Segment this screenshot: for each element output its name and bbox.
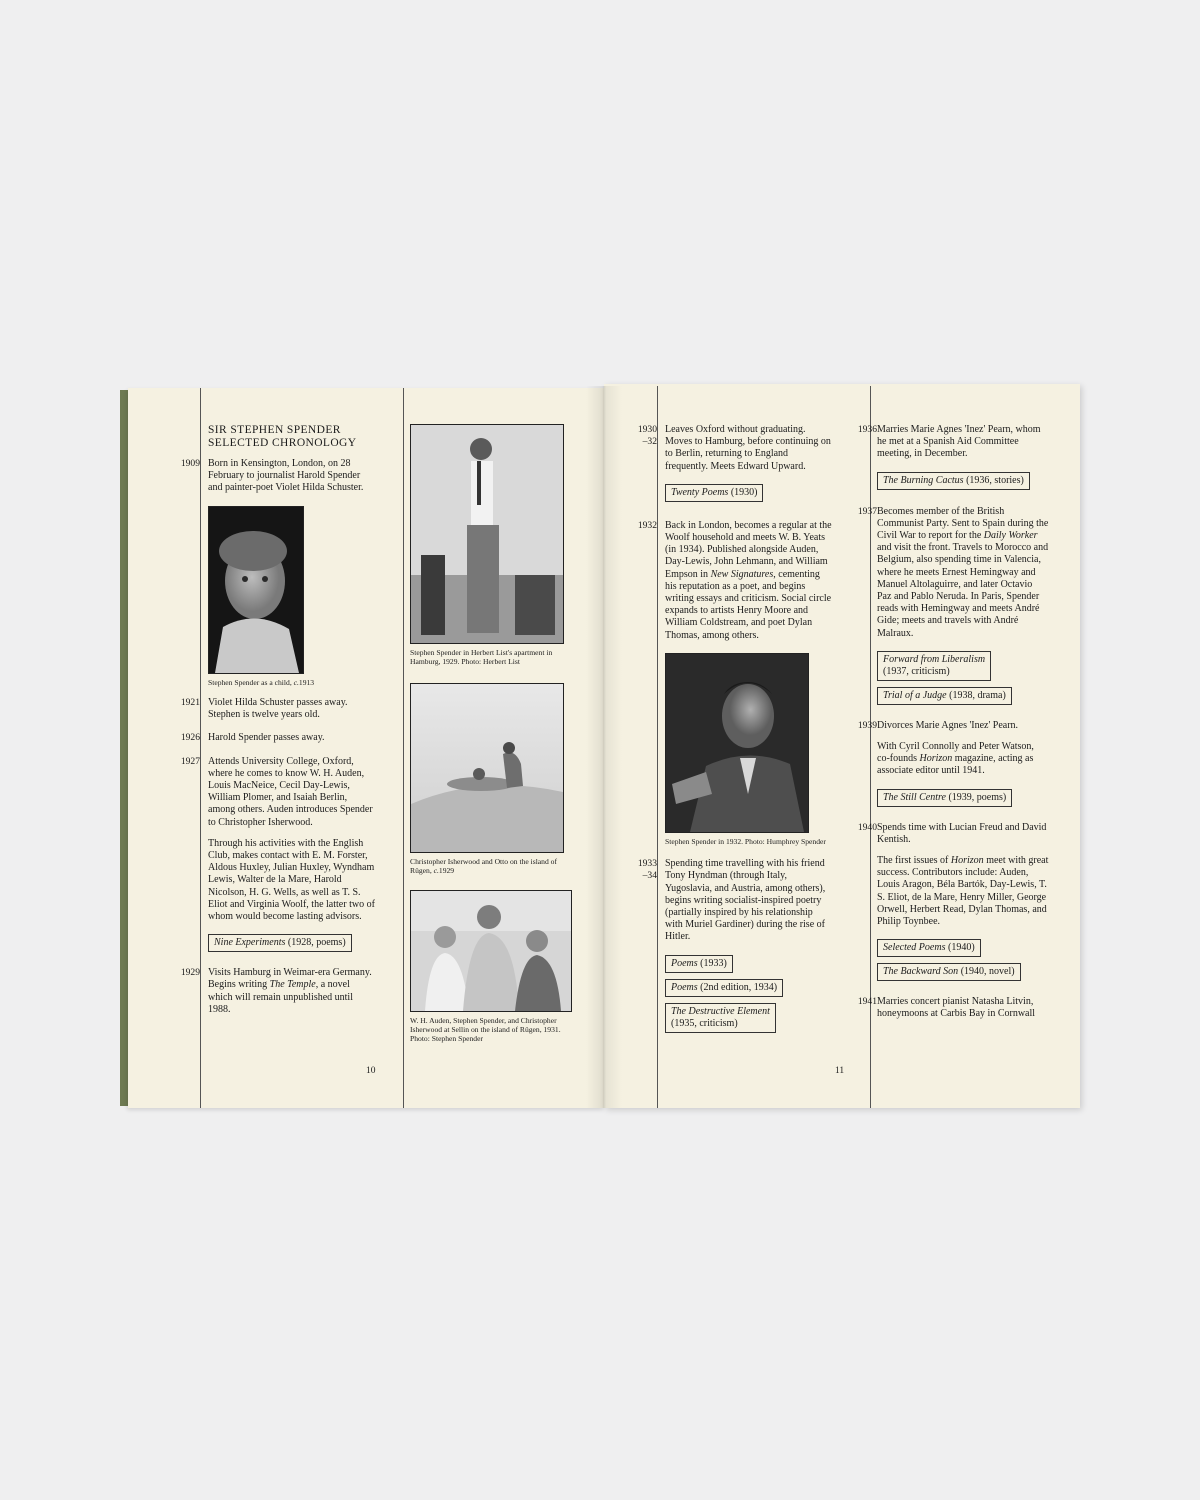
entry-text-italic: Daily Worker bbox=[983, 530, 1038, 542]
publication-detail: (1938, drama) bbox=[946, 689, 1006, 701]
photo-child-caption bbox=[208, 678, 376, 687]
caption-text: Stephen Spender as a child, bbox=[208, 677, 294, 687]
entry-text bbox=[877, 506, 1049, 640]
year-label: 1921 bbox=[180, 697, 200, 709]
book-gutter bbox=[586, 386, 622, 1108]
entry-text-a: The first issues of bbox=[877, 855, 951, 867]
entry-1927 bbox=[180, 755, 376, 957]
publication-detail: (1935, criticism) bbox=[671, 1017, 738, 1029]
caption-year: 1929 bbox=[438, 866, 455, 876]
entry-text: Marries concert pianist Natasha Litvin, honeymoons at Carbis Bay in Cornwall bbox=[877, 996, 1036, 1020]
entry-1926 bbox=[180, 732, 376, 744]
publication-title: Selected Poems bbox=[883, 942, 946, 954]
right-text-column-2 bbox=[857, 424, 1049, 1032]
entry-text-italic: Horizon bbox=[919, 753, 953, 765]
entry-text-c: meet with great success. Contributors include: Auden, Louis Aragon, Béla Bartók, Day-Lewis, T. S. Eliot, de la Mare, Henry Miller, George Orwell, Herbert Read, Dylan Thomas, and Philip Toynbee. bbox=[877, 855, 1049, 928]
entry-1939 bbox=[857, 719, 1049, 811]
title-line-2: SELECTED CHRONOLOGY bbox=[208, 437, 357, 449]
publication-box bbox=[877, 687, 1012, 705]
publication-title: Nine Experiments bbox=[214, 937, 286, 949]
entry-text-a: Visits Hamburg in Weimar-era Germany. Begins writing bbox=[208, 967, 372, 991]
photo-1932 bbox=[665, 653, 809, 833]
publication-box bbox=[665, 484, 763, 502]
entry-text-c: and visit the front. Travels to Morocco and Belgium, also spending time in Valencia, where he meets Ernest Hemingway and Manuel Altolaguirre, and later Octavio Paz and Pablo Neruda. In Paris, Spender reads with Hemingway and meets André Gide; meets and travels with André Malraux. bbox=[877, 542, 1049, 639]
entry-text-italic: New Signatures bbox=[710, 568, 774, 580]
entry-text-a: Becomes member of the British Communist Party. Sent to Spain during the Civil War to report for the bbox=[877, 505, 1049, 542]
publication-box bbox=[877, 651, 991, 681]
photo-herbert-list bbox=[410, 424, 564, 644]
year-end: –32 bbox=[642, 436, 657, 448]
photo-beach-caption bbox=[410, 857, 574, 876]
entry-1937 bbox=[857, 505, 1049, 709]
publication-box bbox=[665, 1003, 776, 1033]
entry-1930 bbox=[637, 424, 833, 506]
year-label: 1909 bbox=[180, 458, 200, 469]
publication-box bbox=[665, 979, 783, 997]
right-margin-rule bbox=[657, 386, 658, 1108]
publication-title: Trial of a Judge bbox=[883, 689, 947, 701]
entry-text-c: , a novel which will remain unpublished until 1988. bbox=[208, 979, 353, 1015]
entry-text: Through his activities with the English Club, makes contact with E. M. Forster, Aldous Huxley, Julian Huxley, Wyndham Lewis, Walter de la Mare, Harold Nicolson, H. G. Wells, as well as T. S. Eliot and Virginia Woolf, the latter two of whom would become lasting advisors. bbox=[208, 837, 375, 923]
publication-title: The Burning Cactus bbox=[883, 474, 964, 486]
entry-text bbox=[665, 520, 833, 642]
publication-box bbox=[208, 934, 352, 952]
publication-detail: (1939, poems) bbox=[945, 791, 1007, 803]
title-line-1: SIR STEPHEN SPENDER bbox=[208, 424, 341, 436]
publication-detail: (2nd edition, 1934) bbox=[697, 981, 778, 993]
publication-detail: (1940, novel) bbox=[958, 966, 1015, 978]
left-text-column bbox=[180, 424, 376, 1027]
publication-box bbox=[877, 789, 1012, 807]
entry-text-a: Back in London, becomes a regular at the Woolf household and meets W. B. Yeats (in 1934). Published alongside Auden, Day-Lewis, John Lehmann, and William Empson in bbox=[665, 519, 832, 580]
page-number-right: 11 bbox=[835, 1066, 845, 1076]
entry-1941 bbox=[857, 996, 1049, 1020]
book-spine bbox=[120, 390, 128, 1106]
publication-box bbox=[877, 472, 1030, 490]
entry-text: Divorces Marie Agnes 'Inez' Pearn. bbox=[877, 719, 1019, 731]
year-label: 1936 bbox=[857, 424, 877, 435]
caption-circa: c. bbox=[433, 866, 439, 876]
caption-text: Christopher Isherwood and Otto on the island of Rügen, bbox=[410, 856, 557, 876]
caption-circa: c. bbox=[293, 677, 299, 687]
entry-text: Attends University College, Oxford, where he comes to know W. H. Auden, Louis MacNeice, Cecil Day-Lewis, William Plomer, and Isaiah Berlin, among others. Auden introduces Spender to Christopher Isherwood. bbox=[208, 755, 373, 828]
year-start: 1933 bbox=[637, 858, 657, 870]
entry-text-c: magazine, acting as associate editor until 1941. bbox=[877, 753, 1034, 777]
entry-text-a: With Cyril Connolly and Peter Watson, co-founds bbox=[877, 741, 1034, 765]
publication-detail: (1940) bbox=[945, 942, 975, 954]
photo-beach bbox=[410, 683, 564, 853]
entry-text: Leaves Oxford without graduating. Moves to Hamburg, before continuing on to Berlin, returning to England frequently. Meets Edward Upward. bbox=[665, 424, 831, 472]
photo-trio-caption: W. H. Auden, Stephen Spender, and Christopher Isherwood at Sellin on the island of Rügen, 1931. Photo: Stephen Spender bbox=[410, 1015, 561, 1044]
entry-text-c: , cementing his reputation as a poet, and begins writing essays and criticism. Social circle expands to artists Henry Moore and William Coldstream, and poet Dylan Thomas, among others. bbox=[665, 568, 832, 641]
year-label bbox=[623, 424, 657, 448]
left-margin-rule bbox=[200, 388, 201, 1108]
publication-detail: (1928, poems) bbox=[285, 937, 346, 949]
caption-year: 1913 bbox=[298, 677, 315, 687]
publication-box bbox=[877, 963, 1021, 981]
entry-1921 bbox=[180, 697, 376, 721]
year-label: 1929 bbox=[180, 967, 200, 979]
left-column-rule bbox=[403, 388, 404, 1108]
entry-1909 bbox=[180, 458, 376, 495]
year-label: 1927 bbox=[180, 755, 200, 767]
publication-title: Poems bbox=[671, 981, 698, 993]
publication-detail: (1937, criticism) bbox=[883, 665, 950, 677]
publication-detail: (1933) bbox=[697, 957, 727, 969]
entry-text: Violet Hilda Schuster passes away. Stephen is twelve years old. bbox=[208, 697, 348, 721]
publication-box bbox=[665, 955, 733, 973]
entry-text: Spending time travelling with his friend Tony Hyndman (through Italy, Yugoslavia, and Austria, among others), begins writing socialist-inspired poetry (partially inspired by his relationship with Muriel Gardiner) during the rise of Hitler. bbox=[665, 858, 826, 943]
year-start: 1930 bbox=[637, 424, 657, 435]
year-label: 1940 bbox=[857, 821, 877, 833]
publication-detail: (1930) bbox=[728, 486, 758, 498]
publication-title: The Destructive Element bbox=[671, 1005, 770, 1017]
year-end: –34 bbox=[642, 870, 657, 882]
entry-text-italic: The Temple bbox=[269, 979, 316, 991]
entry-text: Harold Spender passes away. bbox=[208, 732, 325, 744]
entry-1932 bbox=[637, 519, 833, 642]
publication-detail: (1936, stories) bbox=[963, 474, 1024, 486]
entry-1940 bbox=[857, 821, 1049, 986]
entry-text bbox=[208, 967, 376, 1016]
year-label bbox=[623, 858, 657, 882]
entry-text: Spends time with Lucian Freud and David Kentish. bbox=[877, 821, 1047, 845]
publication-box bbox=[877, 939, 981, 957]
entry-text: Born in Kensington, London, on 28 February to journalist Harold Spender and painter-poet Violet Hilda Schuster. bbox=[208, 458, 364, 494]
publication-title: Poems bbox=[671, 957, 698, 969]
publication-title: Twenty Poems bbox=[671, 486, 729, 498]
publication-title: Forward from Liberalism bbox=[883, 653, 986, 665]
left-photo-column bbox=[410, 424, 574, 1054]
chronology-title bbox=[208, 424, 376, 450]
year-label: 1937 bbox=[857, 505, 877, 517]
entry-1929 bbox=[180, 967, 376, 1016]
entry-text-italic: Horizon bbox=[950, 855, 984, 867]
photo-1932-caption: Stephen Spender in 1932. Photo: Humphrey Spender bbox=[665, 836, 826, 846]
publication-title: The Backward Son bbox=[883, 966, 959, 978]
entry-text: Marries Marie Agnes 'Inez' Pearn, whom he met at a Spanish Aid Committee meeting, in December. bbox=[877, 424, 1041, 460]
entry-text bbox=[877, 855, 1049, 928]
photo-trio bbox=[410, 890, 572, 1012]
entry-1933 bbox=[637, 858, 833, 1036]
year-label: 1941 bbox=[857, 996, 877, 1008]
publication-title: The Still Centre bbox=[883, 791, 946, 803]
year-label: 1939 bbox=[857, 719, 877, 731]
photo-herbert-list-caption: Stephen Spender in Herbert List's apartment in Hamburg, 1929. Photo: Herbert List bbox=[410, 648, 553, 667]
year-label: 1926 bbox=[180, 732, 200, 744]
right-text-column-1 bbox=[637, 424, 833, 1048]
photo-child bbox=[208, 506, 304, 674]
page-number-left: 10 bbox=[366, 1066, 376, 1076]
entry-1936 bbox=[857, 424, 1049, 494]
year-label: 1932 bbox=[637, 519, 657, 531]
entry-text bbox=[877, 741, 1049, 778]
